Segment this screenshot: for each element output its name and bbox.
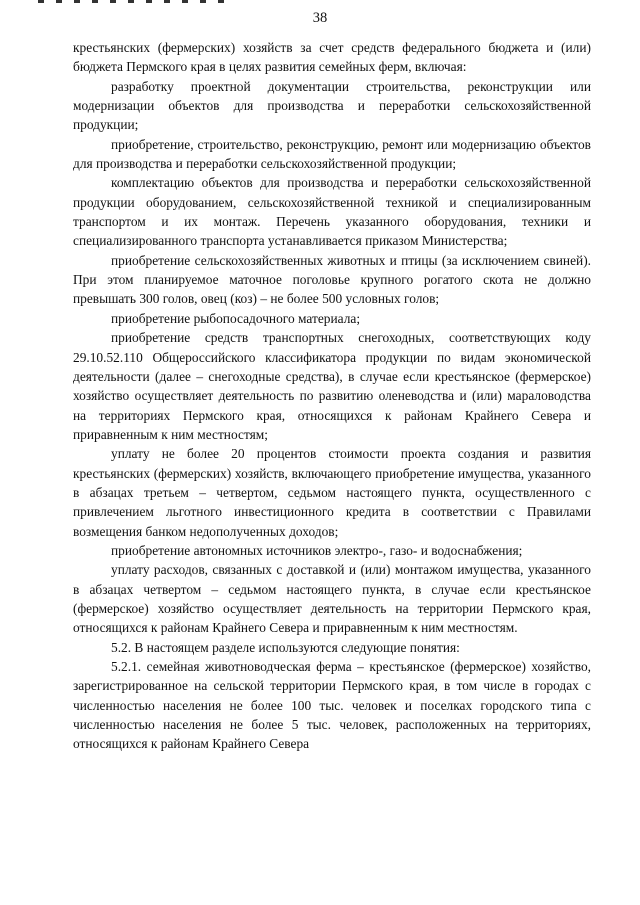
paragraph-project-cost: уплату не более 20 процентов стоимости проекта создания и развития крестьянских (фермерских) хозяйств, включающего приобретение имущества, указанного в абзацах третьем – четвертом, седьмом настоящего пункта, осуществленного с привлечением льготного инвестиционного кредита в соответствии с Правилами возмещения банком недополученных доходов; xyxy=(73,446,591,539)
paragraph-equipment: комплектацию объектов для производства и переработки сельскохозяйственной продукции оборудованием, сельскохозяйственной техникой и специализированным транспортом и их монтаж. Перечень указанного оборудования, техники и специализированного транспорта устанавливается приказом Министерства; xyxy=(73,175,591,249)
paragraph-definition-5-2-1: 5.2.1. семейная животноводческая ферма – крестьянское (фермерское) хозяйство, зарегистрированное на сельской территории Пермского края, в том числе в городах с численностью населения не более 100 тыс. человек и поселках городского типа с численностью населения не более 5 тыс. человек, расположенных на территориях, относящихся к районам Крайнего Севера xyxy=(73,659,591,752)
paragraph-livestock: приобретение сельскохозяйственных животных и птицы (за исключением свиней). При этом планируемое маточное поголовье крупного рогатого скота не должно превышать 300 голов, овец (коз) – не более 500 условных голов; xyxy=(73,252,591,307)
paragraph-section-5-2: 5.2. В настоящем разделе используются следующие понятия: xyxy=(111,639,460,655)
scan-artifact xyxy=(38,0,228,3)
paragraph-delivery: уплату расходов, связанных с доставкой и (или) монтажом имущества, указанного в абзацах четвертом – седьмом настоящего пункта, в случае если крестьянское (фермерское) хозяйство осуществляет деятельность на территории Пермского края, относящихся к районам Крайнего Севера и приравненным к ним местностям. xyxy=(73,562,591,636)
paragraph-fish: приобретение рыбопосадочного материала; xyxy=(111,310,361,326)
paragraph-intro: крестьянских (фермерских) хозяйств за счет средств федерального бюджета и (или) бюджета Пермского края в целях развития семейных ферм, включая: xyxy=(73,40,591,75)
paragraph-construction: приобретение, строительство, реконструкцию, ремонт или модернизацию объектов для производства и переработки сельскохозяйственной продукции; xyxy=(73,136,591,172)
paragraph-snowmobiles: приобретение средств транспортных снегоходных, соответствующих коду 29.10.52.110 Общероссийского классификатора продукции по видам экономической деятельности (далее – снегоходные средства), в случае если крестьянское (фермерское) хозяйство осуществляет деятельность по развитию оленеводства и (или) мараловодства на территориях Пермского края, относящихся к районам Крайнего Севера и приравненным к ним местностям; xyxy=(73,330,591,442)
page-number: 38 xyxy=(312,10,328,26)
body-text xyxy=(73,38,591,752)
paragraph-autonomous-sources: приобретение автономных источников электро-, газо- и водоснабжения; xyxy=(111,542,523,558)
paragraph-design-docs: разработку проектной документации строительства, реконструкции или модернизации объектов для производства и переработки сельскохозяйственной продукции; xyxy=(73,78,591,133)
